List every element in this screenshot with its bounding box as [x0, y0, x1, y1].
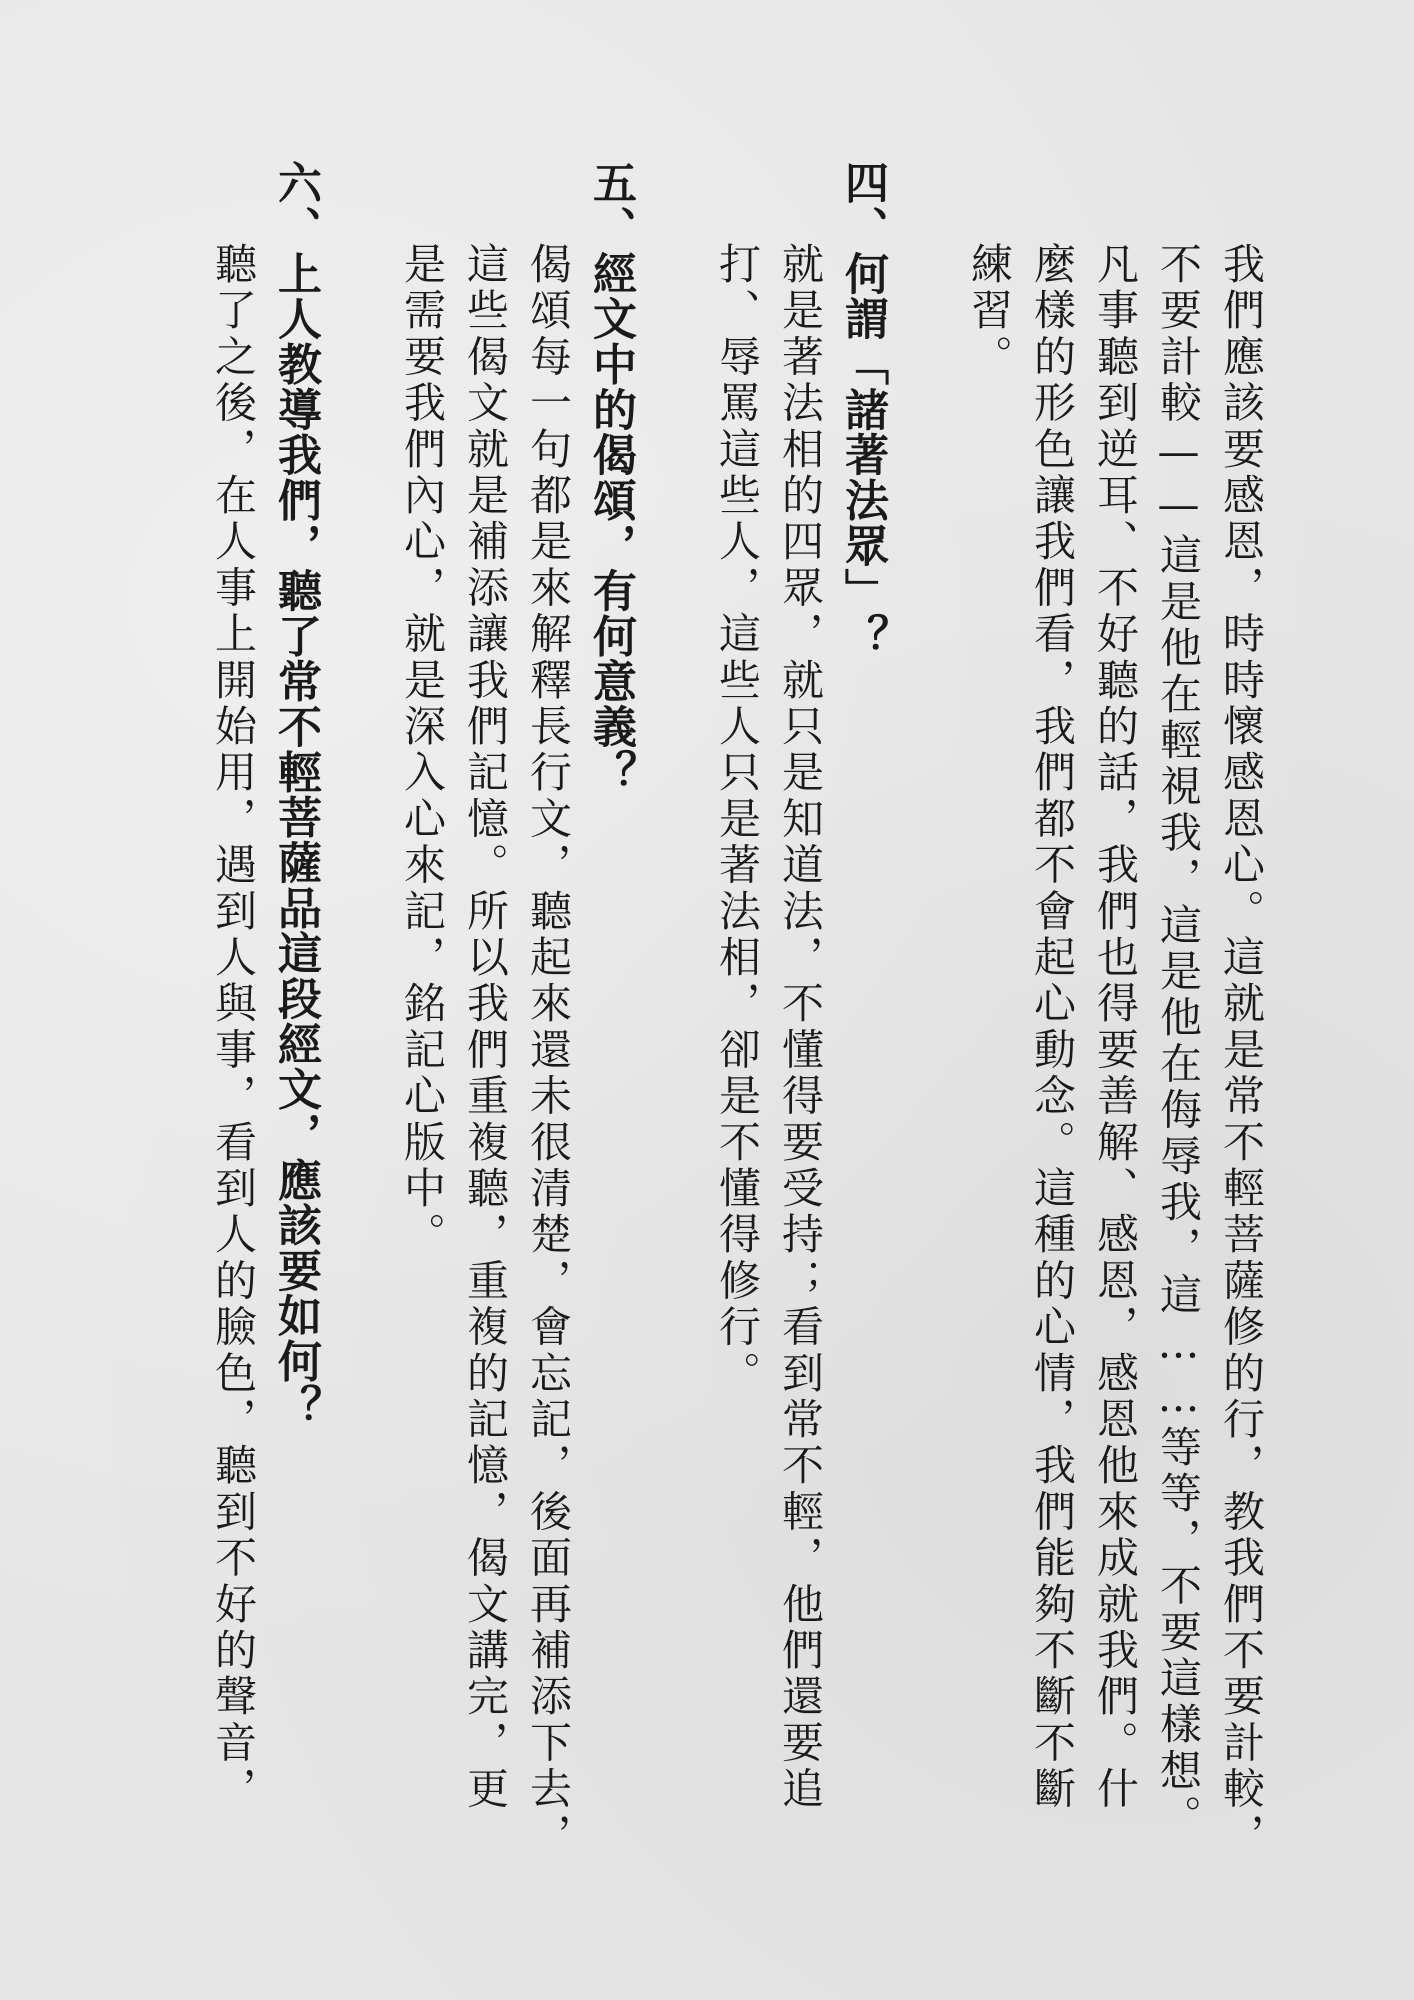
body-column-10: 是需要我們內心，就是深入心來記，銘記心版中。: [398, 242, 447, 1259]
body-column-11: 聽了之後，在人事上開始用，遇到人與事，看到人的臉色，聽到不好的聲音，: [209, 242, 258, 1813]
body-column-9: 這些偈文就是補添讓我們記憶。所以我們重複聽，重複的記憶，偈文講完，更: [461, 242, 510, 1813]
section-heading-6: 六、上人教導我們，聽了常不輕菩薩品這段經文，應該要如何？: [270, 160, 321, 1429]
section-heading-4: 四、何謂「諸著法眾」？: [837, 160, 888, 659]
body-column-4: 麼樣的形色讓我們看，我們都不會起心動念。這種的心情，我們能夠不斷不斷: [1028, 242, 1077, 1813]
body-column-7: 打、辱罵這些人，這些人只是著法相，卻是不懂得修行。: [713, 242, 762, 1397]
body-column-2: 不要計較——這是他在輕視我，這是他在侮辱我，這……等等，不要這樣想。: [1154, 242, 1203, 1841]
section-heading-5: 五、經文中的偈頌，有何意義？: [585, 160, 636, 795]
body-column-5: 練習。: [965, 242, 1014, 381]
body-column-8: 偈頌每一句都是來解釋長行文，聽起來還未很清楚，會忘記，後面再補添下去，: [524, 242, 573, 1859]
body-column-1: 我們應該要感恩，時時懷感恩心。這就是常不輕菩薩修的行，教我們不要計較，: [1217, 242, 1266, 1859]
body-column-6: 就是著法相的四眾，就只是知道法，不懂得要受持；看到常不輕，他們還要追: [776, 242, 825, 1813]
body-column-3: 凡事聽到逆耳、不好聽的話，我們也得要善解、感恩，感恩他來成就我們。什: [1091, 242, 1140, 1813]
